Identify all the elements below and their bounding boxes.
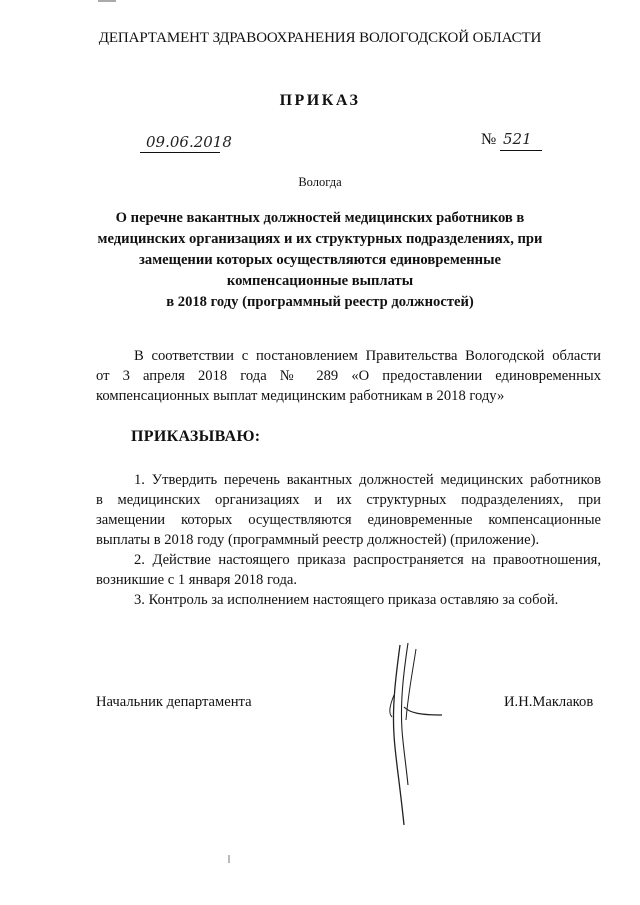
department-header: ДЕПАРТАМЕНТ ЗДРАВООХРАНЕНИЯ ВОЛОГОДСКОЙ ОБЛАСТИ xyxy=(98,30,542,46)
signatory-name: И.Н.Маклаков xyxy=(504,694,594,710)
date-underline xyxy=(140,152,220,153)
item-1-line: в медицинских организациях и их структурных подразделениях, при xyxy=(96,492,601,508)
item-2-line: 2. Действие настоящего приказа распространяется на правоотношения, xyxy=(134,552,601,568)
item-3-line: 3. Контроль за исполнением настоящего приказа оставляю за собой. xyxy=(134,592,559,608)
number-underline xyxy=(500,150,542,151)
city-name: Вологда xyxy=(298,175,342,189)
order-heading: ПРИКАЗЫВАЮ: xyxy=(131,428,261,445)
basis-line: компенсационных выплат медицинским работникам в 2018 году» xyxy=(96,388,505,404)
handwritten-date: 09.06.2018 xyxy=(146,133,232,151)
item-1-line: замещении которых осуществляются единовременные компенсационные xyxy=(96,512,601,528)
scan-mark xyxy=(98,0,116,2)
title-line: замещении которых осуществляются единовременные xyxy=(139,252,501,268)
scan-mark xyxy=(228,855,230,863)
item-2-line: возникшие с 1 января 2018 года. xyxy=(96,572,298,588)
basis-line: В соответствии с постановлением Правительства Вологодской области xyxy=(134,348,601,364)
title-line: О перечне вакантных должностей медицинских работников в xyxy=(115,210,525,226)
item-1-line: 1. Утвердить перечень вакантных должностей медицинских работников xyxy=(134,472,601,488)
document-title xyxy=(80,208,560,313)
basis-line: от 3 апреля 2018 года № 289 «О предоставлении единовременных xyxy=(96,368,601,384)
basis-paragraph xyxy=(96,346,601,406)
title-line: в 2018 году (программный реестр должностей) xyxy=(166,294,474,310)
signatory-position: Начальник департамента xyxy=(96,694,252,710)
document-type: ПРИКАЗ xyxy=(279,92,361,109)
item-1-line: выплаты в 2018 году (программный реестр должностей) (приложение). xyxy=(96,532,540,548)
title-line: медицинских организациях и их структурных подразделениях, при xyxy=(97,231,543,247)
order-items xyxy=(96,470,601,610)
title-line: компенсационные выплаты xyxy=(226,273,414,289)
handwritten-number: 521 xyxy=(503,130,532,148)
handwritten-signature xyxy=(370,635,460,835)
number-label: № xyxy=(481,131,497,148)
